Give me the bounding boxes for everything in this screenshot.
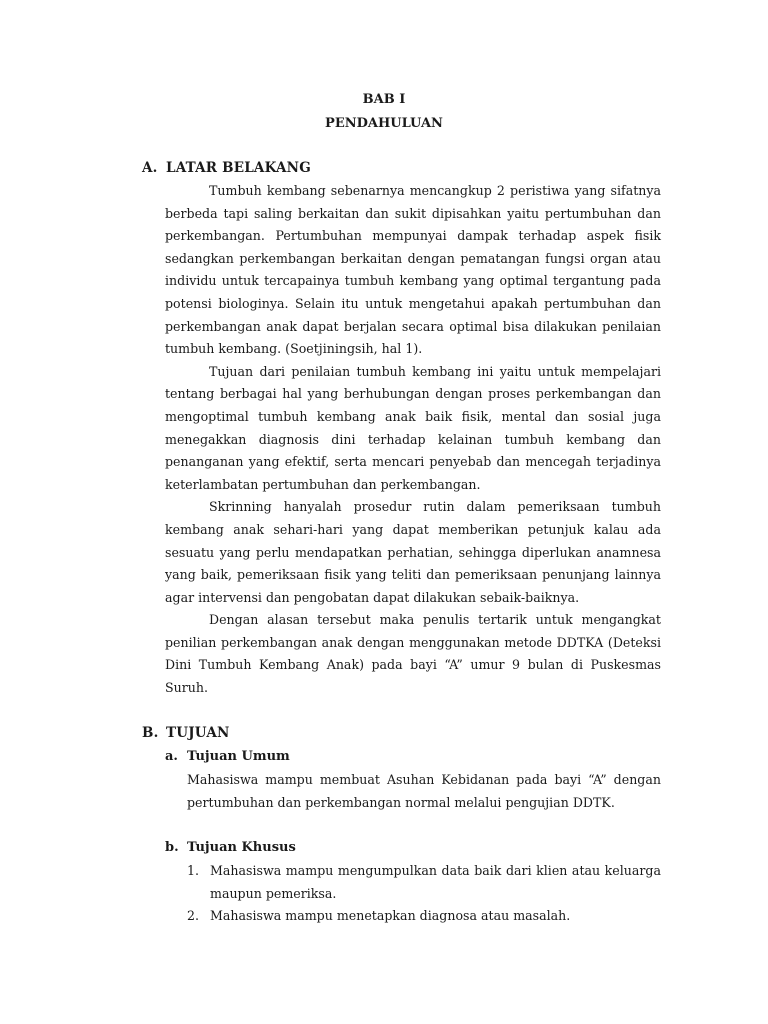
list-item-text: Mahasiswa mampu mengumpulkan data baik dari klien atau keluarga maupun pemeriksa. [210,863,661,901]
background-body [165,180,661,700]
specific-objective-marker: b. [165,840,179,855]
background-paragraph-4: Dengan alasan tersebut maka penulis tertarik untuk mengangkat penilian perkembangan anak dengan menggunakan metode DDTKA (Deteksi Dini Tumbuh Kembang Anak) pada bayi “A” umur 9 bulan di Puskesmas Suruh. [165,612,661,696]
general-objective-marker: a. [165,749,178,764]
general-objective-title: Tujuan Umum [187,749,290,764]
list-item-text: Mahasiswa mampu menetapkan diagnosa atau masalah. [210,908,571,924]
list-item [187,905,661,928]
chapter-label: BAB I [362,92,406,107]
background-paragraph-2: Tujuan dari penilaian tumbuh kembang ini yaitu untuk mempelajari tentang berbagai hal yang berhubungan dengan proses perkembangan dan mengoptimal tumbuh kembang anak baik fisik, mental dan sosial juga menegakkan diagnosis dini terhadap kelainan tumbuh kembang dan penanganan yang efektif, serta mencari penyebab dan mencegah terjadinya keterlambatan pertumbuhan dan perkembangan. [165,363,661,492]
specific-objective-list [187,860,661,928]
specific-objective-title: Tujuan Khusus [187,840,296,855]
chapter-title: PENDAHULUAN [325,116,443,131]
background-paragraph-3: Skrinning hanyalah prosedur rutin dalam pemeriksaan tumbuh kembang anak sehari-hari yang dapat memberikan petunjuk kalau ada sesuatu yang perlu mendapatkan perhatian, sehingga diperlukan anamnesa yang baik, pemeriksaan fisik yang teliti dan pemeriksaan penunjang lainnya agar intervensi dan pengobatan dapat dilakukan sebaik-baiknya. [165,499,661,605]
list-item [187,860,661,905]
general-objective-heading [165,749,290,764]
section-a-title: LATAR BELAKANG [166,160,311,176]
list-item-number: 1. [187,863,200,878]
section-a-heading [142,160,311,176]
specific-objective-heading [165,840,296,855]
section-b-title: TUJUAN [166,725,230,741]
section-b-marker: B. [142,725,159,741]
section-a-marker: A. [142,160,158,176]
background-paragraph-1: Tumbuh kembang sebenarnya mencangkup 2 peristiwa yang sifatnya berbeda tapi saling berkaitan dan sukit dipisahkan yaitu pertumbuhan dan perkembangan. Pertumbuhan mempunyai dampak terhadap aspek fisik sedangkan perkembangan berkaitan dengan pematangan fungsi organ atau individu untuk tercapainya tumbuh kembang yang optimal tergantung pada potensi biologinya. Selain itu untuk mengetahui apakah pertumbuhan dan perkembangan anak dapat berjalan secara optimal bisa dilakukan penilaian tumbuh kembang. (Soetjiningsih, hal 1). [165,183,661,357]
list-item-number: 2. [187,908,200,924]
section-b-heading [142,725,230,741]
general-objective-text: Mahasiswa mampu membuat Asuhan Kebidanan pada bayi “A” dengan pertumbuhan dan perkembangan normal melalui pengujian DDTK. [187,772,661,810]
